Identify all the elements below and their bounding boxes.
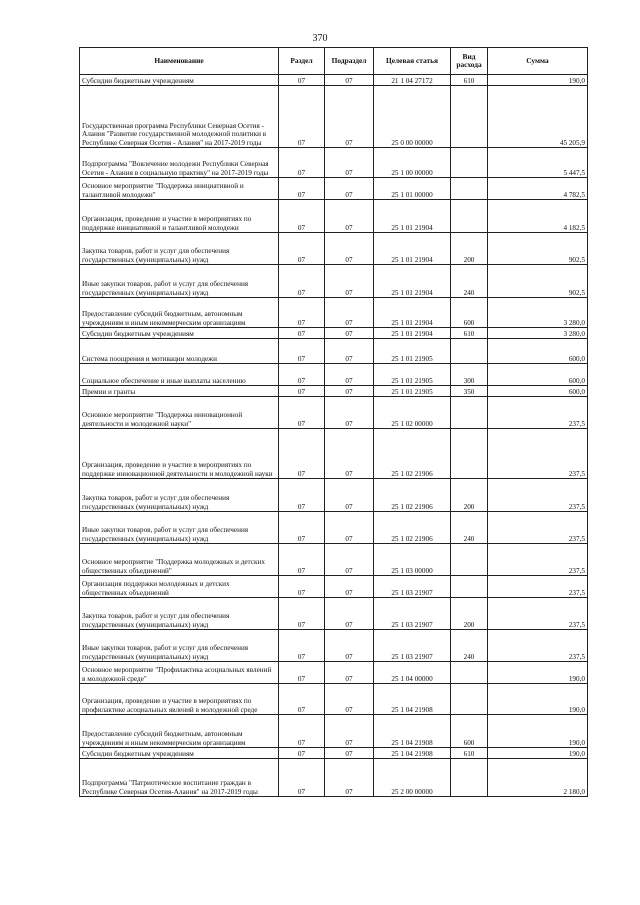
- row-name: Организация поддержки молодежных и детских общественных объединений: [80, 576, 279, 598]
- row-name: Предоставление субсидий бюджетным, автономным учреждениям и иным некоммерческим организациям: [80, 715, 279, 748]
- header-section: Раздел: [279, 48, 325, 75]
- row-sum: 237,5: [488, 479, 588, 512]
- page-number: 370: [312, 33, 328, 44]
- row-sum: 190,0: [488, 715, 588, 748]
- row-expense-type: 200: [451, 598, 488, 630]
- row-expense-type: 610: [451, 75, 488, 86]
- row-subsection: 07: [325, 429, 374, 479]
- row-sum: 600,0: [488, 364, 588, 386]
- row-subsection: 07: [325, 544, 374, 576]
- table-row: [80, 339, 588, 364]
- row-name: Система поощрения и мотивации молодежи: [80, 339, 279, 364]
- header-name: Наименование: [80, 48, 279, 75]
- row-expense-type: 600: [451, 298, 488, 328]
- row-expense-type: 240: [451, 630, 488, 662]
- row-expense-type: [451, 576, 488, 598]
- table-row: [80, 684, 588, 715]
- header-sum: Сумма: [488, 48, 588, 75]
- row-subsection: 07: [325, 630, 374, 662]
- row-name: Субсидии бюджетным учреждениям: [80, 328, 279, 339]
- row-target: 21 1 04 27172: [374, 75, 451, 86]
- table-row: [80, 86, 588, 148]
- row-section: 07: [279, 298, 325, 328]
- row-subsection: 07: [325, 479, 374, 512]
- row-target: 25 1 01 21904: [374, 233, 451, 265]
- row-sum: 5 447,5: [488, 148, 588, 178]
- row-expense-type: [451, 397, 488, 429]
- row-target: 25 1 04 21908: [374, 715, 451, 748]
- table-row: [80, 759, 588, 797]
- table-row: [80, 148, 588, 178]
- row-target: 25 1 01 21905: [374, 386, 451, 397]
- table-row: [80, 364, 588, 386]
- row-target: 25 1 01 21904: [374, 200, 451, 233]
- row-subsection: 07: [325, 148, 374, 178]
- row-section: 07: [279, 265, 325, 298]
- row-name: Государственная программа Республики Северная Осетия - Алания "Развитие государственной молодежной политики в Республике Северная Осетия - Алания" на 2017-2019 годы: [80, 86, 279, 148]
- row-name: Организация, проведение и участие в мероприятиях по поддержке инновационной деятельности и молодежной науки: [80, 429, 279, 479]
- table-row: [80, 298, 588, 328]
- row-section: 07: [279, 598, 325, 630]
- row-name: Иные закупки товаров, работ и услуг для обеспечения государственных (муниципальных) нужд: [80, 630, 279, 662]
- table-row: [80, 479, 588, 512]
- row-section: 07: [279, 512, 325, 544]
- header-subsection: Подраздел: [325, 48, 374, 75]
- row-expense-type: 350: [451, 386, 488, 397]
- row-target: 25 2 00 00000: [374, 759, 451, 797]
- table-row: [80, 178, 588, 200]
- table-row: [80, 598, 588, 630]
- row-target: 25 1 04 21908: [374, 748, 451, 759]
- row-section: 07: [279, 364, 325, 386]
- row-sum: 2 180,0: [488, 759, 588, 797]
- row-section: 07: [279, 148, 325, 178]
- row-expense-type: 610: [451, 748, 488, 759]
- row-section: 07: [279, 233, 325, 265]
- row-name: Закупка товаров, работ и услуг для обеспечения государственных (муниципальных) нужд: [80, 598, 279, 630]
- row-target: 25 1 02 21906: [374, 512, 451, 544]
- row-name: Иные закупки товаров, работ и услуг для обеспечения государственных (муниципальных) нужд: [80, 512, 279, 544]
- row-target: 25 0 00 00000: [374, 86, 451, 148]
- header-target: Целевая статья: [374, 48, 451, 75]
- row-sum: 190,0: [488, 748, 588, 759]
- header-expense-type: Вид расхода: [451, 48, 488, 75]
- row-expense-type: [451, 148, 488, 178]
- row-expense-type: [451, 429, 488, 479]
- row-target: 25 1 04 00000: [374, 662, 451, 684]
- row-sum: 190,0: [488, 684, 588, 715]
- row-subsection: 07: [325, 86, 374, 148]
- row-section: 07: [279, 715, 325, 748]
- row-sum: 902,5: [488, 233, 588, 265]
- row-section: 07: [279, 630, 325, 662]
- row-subsection: 07: [325, 397, 374, 429]
- row-target: 25 1 01 00000: [374, 178, 451, 200]
- row-section: 07: [279, 339, 325, 364]
- row-expense-type: 610: [451, 328, 488, 339]
- row-sum: 600,0: [488, 339, 588, 364]
- row-name: Субсидии бюджетным учреждениям: [80, 748, 279, 759]
- row-sum: 237,5: [488, 630, 588, 662]
- row-sum: 4 182,5: [488, 200, 588, 233]
- row-target: 25 1 03 21907: [374, 598, 451, 630]
- row-subsection: 07: [325, 328, 374, 339]
- row-subsection: 07: [325, 178, 374, 200]
- row-sum: 237,5: [488, 429, 588, 479]
- table-row: [80, 397, 588, 429]
- row-target: 25 1 01 21905: [374, 339, 451, 364]
- row-sum: 600,0: [488, 386, 588, 397]
- row-expense-type: [451, 86, 488, 148]
- row-subsection: 07: [325, 200, 374, 233]
- row-name: Предоставление субсидий бюджетным, автономным учреждениям и иным некоммерческим организациям: [80, 298, 279, 328]
- row-section: 07: [279, 748, 325, 759]
- row-section: 07: [279, 200, 325, 233]
- row-name: Закупка товаров, работ и услуг для обеспечения государственных (муниципальных) нужд: [80, 479, 279, 512]
- row-target: 25 1 00 00000: [374, 148, 451, 178]
- row-name: Подпрограмма "Патриотическое воспитание граждан в Республике Северная Осетия-Алания" на 2017-2019 годы: [80, 759, 279, 797]
- table-row: [80, 715, 588, 748]
- row-expense-type: 240: [451, 265, 488, 298]
- row-sum: 190,0: [488, 662, 588, 684]
- row-subsection: 07: [325, 715, 374, 748]
- row-subsection: 07: [325, 662, 374, 684]
- row-target: 25 1 01 21904: [374, 328, 451, 339]
- table-row: [80, 265, 588, 298]
- row-expense-type: [451, 339, 488, 364]
- row-expense-type: 200: [451, 479, 488, 512]
- row-expense-type: 300: [451, 364, 488, 386]
- row-expense-type: 240: [451, 512, 488, 544]
- row-sum: 237,5: [488, 598, 588, 630]
- row-sum: 237,5: [488, 397, 588, 429]
- table-row: [80, 630, 588, 662]
- table-header-row: [80, 48, 588, 75]
- table-row: [80, 200, 588, 233]
- table-row: [80, 233, 588, 265]
- row-section: 07: [279, 328, 325, 339]
- table-row: [80, 512, 588, 544]
- row-expense-type: [451, 544, 488, 576]
- table-row: [80, 386, 588, 397]
- row-expense-type: [451, 178, 488, 200]
- row-subsection: 07: [325, 386, 374, 397]
- row-target: 25 1 03 21907: [374, 576, 451, 598]
- row-name: Иные закупки товаров, работ и услуг для обеспечения государственных (муниципальных) нужд: [80, 265, 279, 298]
- row-section: 07: [279, 178, 325, 200]
- row-section: 07: [279, 429, 325, 479]
- row-section: 07: [279, 75, 325, 86]
- row-target: 25 1 02 00000: [374, 397, 451, 429]
- table-row: [80, 544, 588, 576]
- row-target: 25 1 02 21906: [374, 479, 451, 512]
- row-sum: 45 205,9: [488, 86, 588, 148]
- budget-table: [79, 47, 588, 797]
- row-subsection: 07: [325, 298, 374, 328]
- row-subsection: 07: [325, 512, 374, 544]
- row-name: Основное мероприятие "Профилактика асоциальных явлений в молодежной среде": [80, 662, 279, 684]
- row-name: Основное мероприятие "Поддержка инновационной деятельности и молодежной науки": [80, 397, 279, 429]
- row-sum: 4 782,5: [488, 178, 588, 200]
- row-expense-type: [451, 200, 488, 233]
- row-subsection: 07: [325, 748, 374, 759]
- row-expense-type: 200: [451, 233, 488, 265]
- row-target: 25 1 02 21906: [374, 429, 451, 479]
- row-name: Организация, проведение и участие в мероприятиях по профилактике асоциальных явлений в молодежной среде: [80, 684, 279, 715]
- row-sum: 3 280,0: [488, 328, 588, 339]
- row-expense-type: [451, 684, 488, 715]
- row-name: Премии и гранты: [80, 386, 279, 397]
- row-expense-type: 600: [451, 715, 488, 748]
- row-target: 25 1 03 00000: [374, 544, 451, 576]
- row-section: 07: [279, 684, 325, 715]
- row-target: 25 1 01 21904: [374, 298, 451, 328]
- row-sum: 902,5: [488, 265, 588, 298]
- row-sum: 3 280,0: [488, 298, 588, 328]
- row-sum: 237,5: [488, 544, 588, 576]
- row-name: Субсидии бюджетным учреждениям: [80, 75, 279, 86]
- row-section: 07: [279, 397, 325, 429]
- row-name: Социальное обеспечение и иные выплаты населению: [80, 364, 279, 386]
- row-subsection: 07: [325, 233, 374, 265]
- row-subsection: 07: [325, 265, 374, 298]
- row-target: 25 1 01 21905: [374, 364, 451, 386]
- row-sum: 190,0: [488, 75, 588, 86]
- row-section: 07: [279, 479, 325, 512]
- table-row: [80, 75, 588, 86]
- table-row: [80, 328, 588, 339]
- row-section: 07: [279, 386, 325, 397]
- row-name: Основное мероприятие "Поддержка инициативной и талантливой молодежи": [80, 178, 279, 200]
- row-subsection: 07: [325, 684, 374, 715]
- table-row: [80, 748, 588, 759]
- row-subsection: 07: [325, 339, 374, 364]
- row-section: 07: [279, 544, 325, 576]
- row-subsection: 07: [325, 598, 374, 630]
- row-target: 25 1 01 21904: [374, 265, 451, 298]
- row-sum: 237,5: [488, 576, 588, 598]
- table-row: [80, 576, 588, 598]
- row-section: 07: [279, 662, 325, 684]
- row-subsection: 07: [325, 759, 374, 797]
- row-section: 07: [279, 759, 325, 797]
- row-subsection: 07: [325, 75, 374, 86]
- row-section: 07: [279, 86, 325, 148]
- row-expense-type: [451, 662, 488, 684]
- row-expense-type: [451, 759, 488, 797]
- row-name: Подпрограмма "Вовлечение молодежи Республики Северная Осетия - Алания в социальную практику" на 2017-2019 годы: [80, 148, 279, 178]
- row-sum: 237,5: [488, 512, 588, 544]
- row-section: 07: [279, 576, 325, 598]
- row-name: Закупка товаров, работ и услуг для обеспечения государственных (муниципальных) нужд: [80, 233, 279, 265]
- row-name: Основное мероприятие "Поддержка молодежных и детских общественных объединений": [80, 544, 279, 576]
- row-subsection: 07: [325, 576, 374, 598]
- table-row: [80, 429, 588, 479]
- row-subsection: 07: [325, 364, 374, 386]
- row-name: Организация, проведение и участие в мероприятиях по поддержке инициативной и талантливой молодежи: [80, 200, 279, 233]
- row-target: 25 1 03 21907: [374, 630, 451, 662]
- row-target: 25 1 04 21908: [374, 684, 451, 715]
- table-row: [80, 662, 588, 684]
